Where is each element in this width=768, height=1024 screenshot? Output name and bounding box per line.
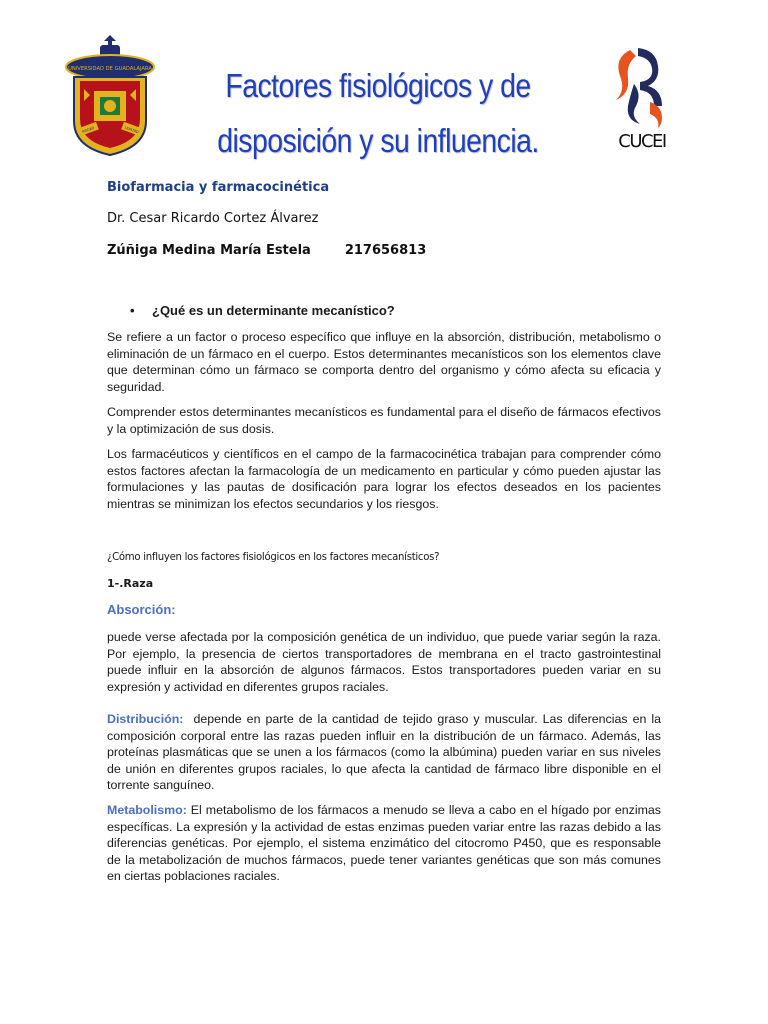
question-heading bbox=[130, 303, 395, 318]
question-physiological: ¿Cómo influyen los factores fisiológicos en los factores mecanísticos? bbox=[107, 550, 440, 563]
udg-logo-text: UNIVERSIDAD DE GUADALAJARA bbox=[68, 66, 152, 72]
bullet-icon: • bbox=[130, 303, 135, 318]
question-text: ¿Qué es un determinante mecanístico? bbox=[152, 303, 395, 318]
distribucion-heading: Distribución: bbox=[107, 712, 184, 726]
paragraph-absorcion: puede verse afectada por la composición genética de un individuo, que puede variar según la raza. Por ejemplo, la presencia de ciertos transportadores de membrana en el tracto gastrointestinal puede influir en la absorción de algunos fármacos. Estos transportadores pueden variar en su expresión y actividad en diferentes grupos raciales. bbox=[107, 630, 661, 694]
item-raza: 1-.Raza bbox=[107, 577, 154, 590]
paragraph-pharmacists: Los farmacéuticos y científicos en el campo de la farmacocinética trabajan para comprender cómo estos factores afectan la farmacología de un medicamento en particular y cómo pueden ajustar las formulaciones y las pautas de dosificación para lograr los efectos deseados en los pacientes mientras se minimizan los efectos secundarios y los riesgos. bbox=[107, 447, 661, 511]
cucei-logo-text: CUCEI bbox=[618, 131, 666, 152]
student-name: Zúñiga Medina María Estela bbox=[107, 243, 311, 258]
absorcion-heading: Absorción: bbox=[107, 602, 176, 617]
metabolismo-heading: Metabolismo: bbox=[107, 803, 187, 817]
paragraph-importance: Comprender estos determinantes mecanísticos es fundamental para el diseño de fármacos efectivos y la optimización de sus dosis. bbox=[107, 405, 661, 436]
distribucion-text: depende en parte de la cantidad de tejido graso y muscular. Las diferencias en la composición corporal entre las razas pueden influir en la distribución de un fármaco. Además, las proteínas plasmáticas que se unen a los fármacos (como la albúmina) pueden variar en sus niveles de unión en diferentes grupos raciales, lo que afecta la cantidad de fármaco libre disponible en el torrente sanguíneo. bbox=[107, 712, 661, 792]
course-name: Biofarmacia y farmacocinética bbox=[107, 180, 330, 195]
title-line-1: Factores fisiológicos y de bbox=[225, 67, 531, 104]
paragraph-distribucion bbox=[107, 711, 661, 794]
student-line bbox=[107, 243, 426, 258]
student-code: 217656813 bbox=[344, 243, 427, 258]
paragraph-definition: Se refiere a un factor o proceso específico que influye en la absorción, distribución, metabolismo o eliminación de un fármaco en el cuerpo. Estos determinantes mecanísticos son los elementos clave que determinan cómo un fármaco se comporta dentro del organismo y cómo afecta su eficacia y seguridad. bbox=[107, 330, 661, 394]
paragraph-metabolismo bbox=[107, 802, 661, 885]
teacher-name: Dr. Cesar Ricardo Cortez Álvarez bbox=[107, 211, 319, 226]
udg-banner-right: LEALTAD bbox=[124, 125, 140, 135]
metabolismo-text: El metabolismo de los fármacos a menudo se lleva a cabo en el hígado por enzimas específicas. La expresión y la actividad de estas enzimas pueden variar entre las razas debido a las diferencias genéticas. Por ejemplo, el sistema enzimático del citocromo P450, que es responsable de la metabolización de muchos fármacos, puede tener variantes genéticas que son más comunes en ciertas poblaciones raciales. bbox=[107, 803, 661, 883]
document-title bbox=[206, 58, 550, 168]
udg-shield-logo bbox=[64, 33, 156, 157]
cucei-logo bbox=[608, 46, 676, 152]
title-line-2: disposición y su influencia. bbox=[217, 122, 539, 159]
udg-banner-left: PIEDAD bbox=[81, 125, 95, 134]
